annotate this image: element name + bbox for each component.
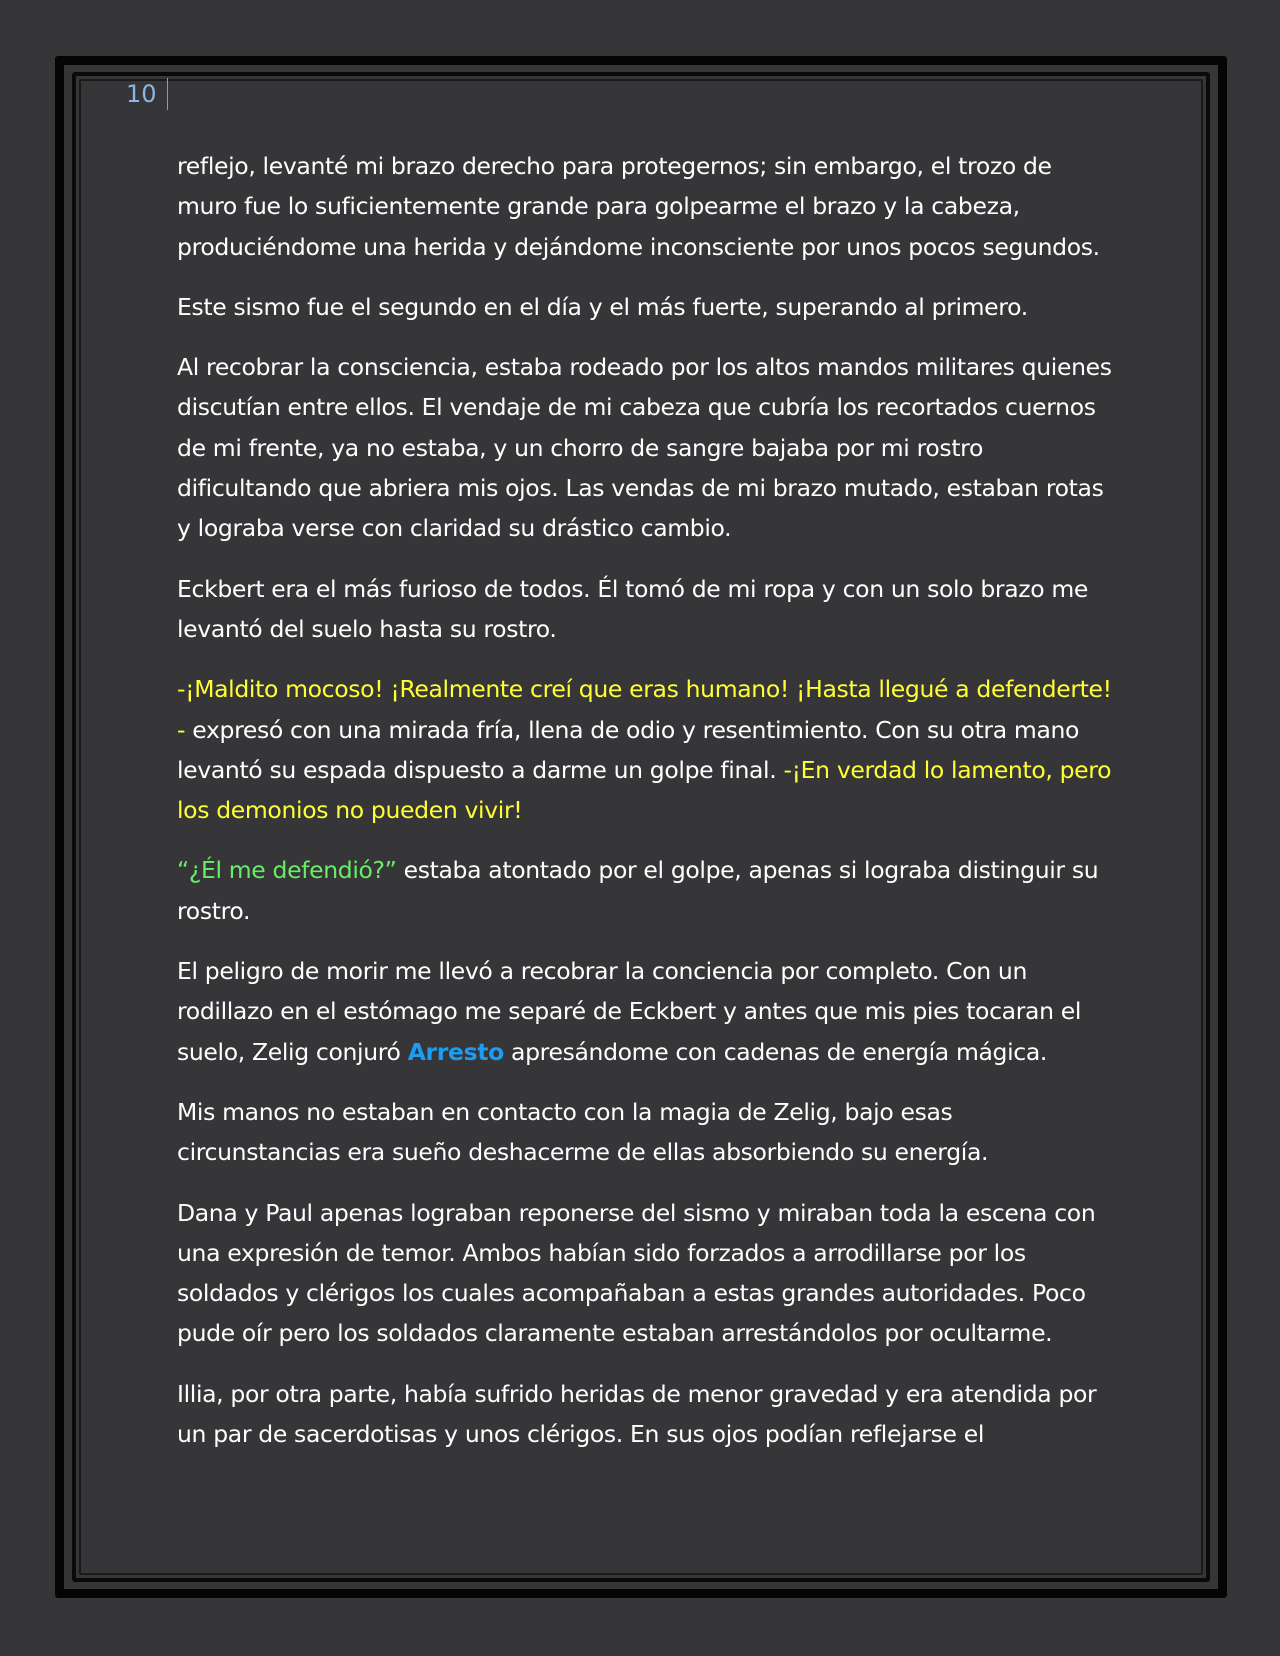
eckbert-speech-1: -¡Maldito mocoso! ¡Realmente creí que eras humano! ¡Hasta llegué a defenderte! - xyxy=(177,675,1112,744)
page-number: 10 xyxy=(126,78,168,110)
paragraph-9: Dana y Paul apenas lograban reponerse del sismo y miraban toda la escena con una expresión de temor. Ambos habían sido forzados a arrodillarse por los soldados y clérigos los cuales acompañaban a estas grandes autoridades. Poco pude oír pero los soldados claramente estaban arrestándolos por ocultarme. xyxy=(177,1198,1096,1348)
paragraph-8: Mis manos no estaban en contacto con la magia de Zelig, bajo esas circunstancias era sueño deshacerme de ellas absorbiendo su energía. xyxy=(177,1097,989,1167)
paragraph-7-after: apresándome con cadenas de energía mágica. xyxy=(503,1037,1048,1066)
paragraph-6 xyxy=(177,850,1117,931)
narration: expresó con una mirada fría, llena de odio y resentimiento. Con su otra mano levantó su espada dispuesto a darme un golpe final. xyxy=(177,715,1080,784)
paragraph-7 xyxy=(177,951,1117,1072)
book-text xyxy=(177,146,1117,1474)
paragraph-7-before: El peligro de morir me llevó a recobrar la conciencia por completo. Con un rodillazo en el estómago me separé de Eckbert y antes que mis pies tocaran el suelo, Zelig conjuró xyxy=(177,957,1082,1066)
spell-name: Arresto xyxy=(407,1037,504,1066)
inner-thought: “¿Él me defendió?” xyxy=(177,856,397,885)
paragraph-3: Al recobrar la consciencia, estaba rodeado por los altos mandos militares quienes discutían entre ellos. El vendaje de mi cabeza que cubría los recortados cuernos de mi frente, ya no estaba, y un chorro de sangre bajaba por mi rostro dificultando que abriera mis ojos. Las vendas de mi brazo mutado, estaban rotas y lograba verse con claridad su drástico cambio. xyxy=(177,353,1112,543)
eckbert-speech-2: -¡En verdad lo lamento, pero los demonios no pueden vivir! xyxy=(177,755,1112,825)
paragraph-4: Eckbert era el más furioso de todos. Él tomó de mi ropa y con un solo brazo me levantó del suelo hasta su rostro. xyxy=(177,574,1089,643)
paragraph-6-text: estaba atontado por el golpe, apenas si lograba distinguir su rostro. xyxy=(177,856,1099,925)
paragraph-5 xyxy=(177,669,1117,830)
paragraph-2: Este sismo fue el segundo en el día y el más fuerte, superando al primero. xyxy=(177,292,1028,321)
paragraph-1: reflejo, levanté mi brazo derecho para protegernos; sin embargo, el trozo de muro fue lo suficientemente grande para golpearme el brazo y la cabeza, produciéndome una herida y dejándome inconsciente por unos pocos segundos. xyxy=(177,152,1100,261)
paragraph-10: Illia, por otra parte, había sufrido heridas de menor gravedad y era atendida por un par de sacerdotisas y unos clérigos. En sus ojos podían reflejarse el xyxy=(177,1379,1097,1449)
